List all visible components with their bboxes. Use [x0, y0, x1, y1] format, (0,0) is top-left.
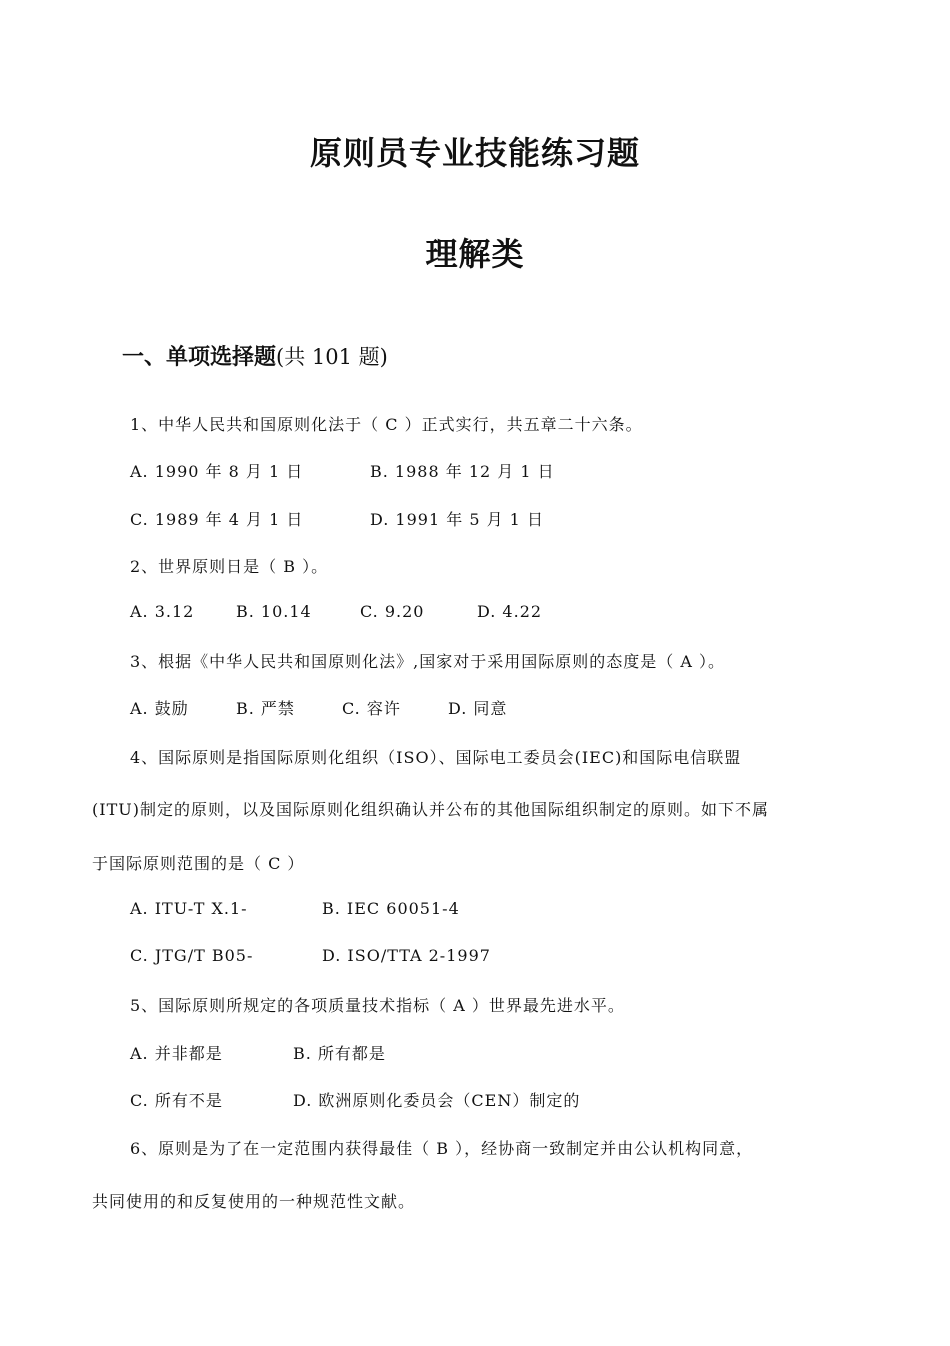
- question-6-stem-line-2: 共同使用的和反复使用的一种规范性文献。: [92, 1192, 416, 1211]
- document-title: 原则员专业技能练习题: [309, 134, 640, 172]
- section-heading-label: 一、单项选择题: [122, 345, 277, 370]
- question-4-option-c: C. JTG/T B05-: [130, 946, 254, 965]
- question-3-stem: 3、根据《中华人民共和国原则化法》,国家对于采用国际原则的态度是（ A ）。: [130, 652, 725, 671]
- question-4-stem-line-2: (ITU)制定的原则，以及国际原则化组织确认并公布的其他国际组织制定的原则。如下不属: [92, 800, 769, 819]
- question-1-option-c: C. 1989 年 4 月 1 日: [130, 510, 304, 529]
- question-3-option-c: C. 容许: [342, 699, 401, 718]
- question-3-option-d: D. 同意: [448, 699, 508, 718]
- question-3-option-a: A. 鼓励: [130, 699, 189, 718]
- section-heading: [122, 340, 388, 371]
- question-3-option-b: B. 严禁: [236, 699, 295, 718]
- question-2-option-a: A. 3.12: [130, 602, 195, 621]
- question-2-option-d: D. 4.22: [477, 602, 543, 621]
- question-2-stem: 2、世界原则日是（ B ）。: [130, 557, 329, 576]
- question-5-option-b: B. 所有都是: [293, 1044, 386, 1063]
- question-5-option-a: A. 并非都是: [130, 1044, 223, 1063]
- question-5-option-d: D. 欧洲原则化委员会（CEN）制定的: [293, 1091, 581, 1110]
- question-4-option-a: A. ITU-T X.1-: [130, 899, 248, 918]
- question-1-option-b: B. 1988 年 12 月 1 日: [370, 462, 555, 481]
- question-1-option-a: A. 1990 年 8 月 1 日: [130, 462, 304, 481]
- question-6-stem-line-1: 6、原则是为了在一定范围内获得最佳（ B ），经协商一致制定并由公认机构同意，: [130, 1139, 754, 1158]
- question-2-option-c: C. 9.20: [360, 602, 425, 621]
- document-subtitle: 理解类: [425, 235, 525, 273]
- question-4-stem-line-3: 于国际原则范围的是（ C ）: [92, 854, 305, 873]
- question-1-option-d: D. 1991 年 5 月 1 日: [370, 510, 544, 529]
- question-4-stem-line-1: 4、国际原则是指国际原则化组织（ISO）、国际电工委员会(IEC)和国际电信联盟: [130, 748, 742, 767]
- question-4-option-d: D. ISO/TTA 2-1997: [322, 946, 491, 965]
- question-5-stem: 5、国际原则所规定的各项质量技术指标（ A ）世界最先进水平。: [130, 996, 625, 1015]
- question-2-option-b: B. 10.14: [236, 602, 312, 621]
- question-5-option-c: C. 所有不是: [130, 1091, 223, 1110]
- question-4-option-b: B. IEC 60051-4: [322, 899, 460, 918]
- section-heading-count: (共 101 题): [276, 345, 388, 369]
- question-1-stem: 1、中华人民共和国原则化法于（ C ）正式实行，共五章二十六条。: [130, 415, 643, 434]
